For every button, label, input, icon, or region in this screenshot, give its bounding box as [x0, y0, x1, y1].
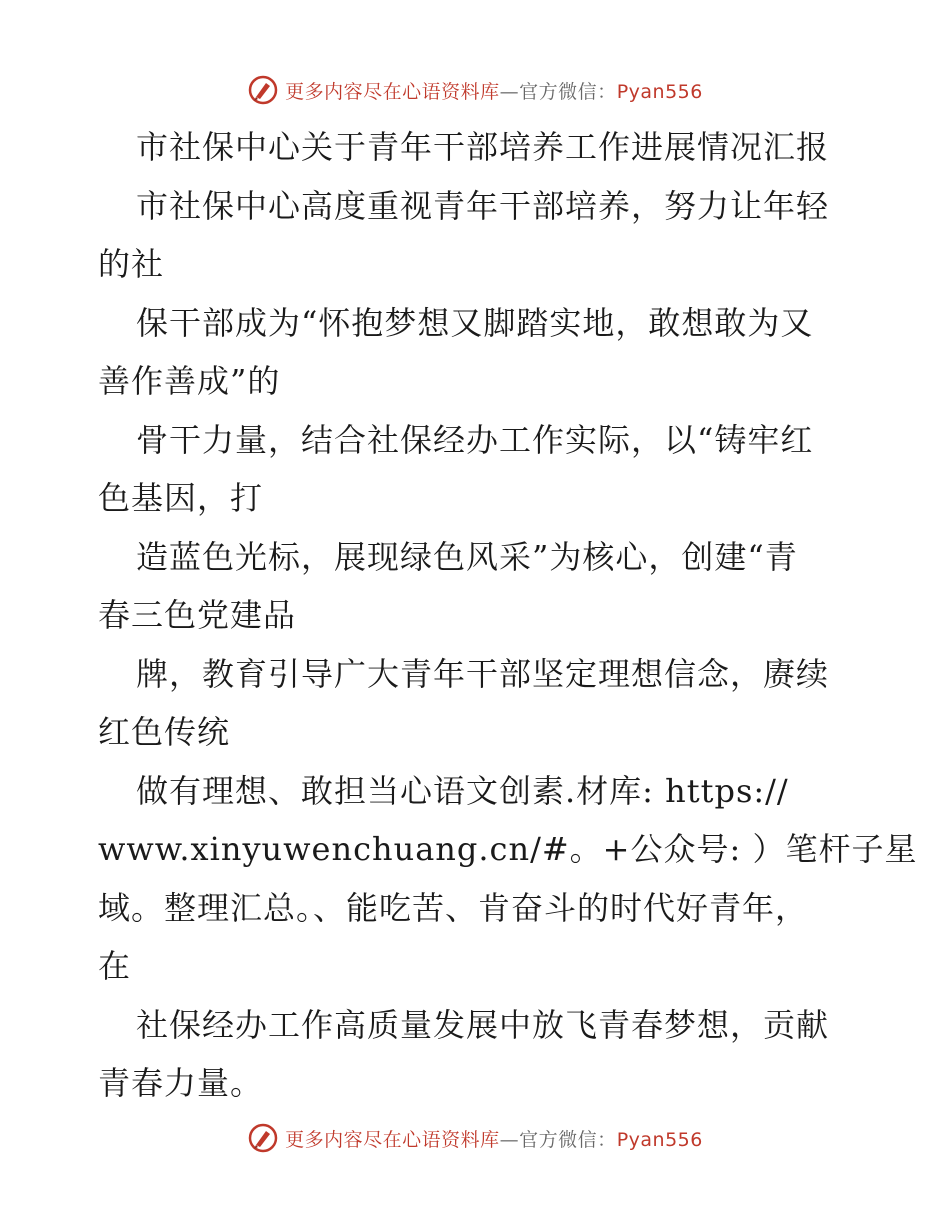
banner-text: 更多内容尽在心语资料库 — [285, 80, 500, 103]
paragraph-line-url: www.xinyuwenchuang.cn/#。+公众号: ）笔杆子星 — [98, 830, 918, 868]
paragraph-line: 在 — [98, 947, 132, 985]
document-title: 市社保中心关于青年干部培养工作进展情况汇报 — [136, 128, 830, 166]
paragraph-line: 域。整理汇总。、能吃苦、肯奋斗的时代好青年， — [98, 888, 809, 927]
paragraph-line: 色基因，打 — [98, 479, 264, 517]
paragraph-line: 红色传统 — [98, 713, 231, 751]
paragraph-line: 做有理想、敢担当心语文创素.材库: https:// — [136, 771, 789, 810]
header-banner — [0, 70, 950, 110]
banner-wechat-id: Pyan556 — [616, 1128, 703, 1151]
paragraph-line: 市社保中心高度重视青年干部培养，努力让年轻 — [136, 186, 830, 225]
footer-banner — [0, 1118, 950, 1158]
paragraph-line: 善作善成”的 — [98, 362, 281, 400]
pen-logo-icon — [247, 74, 279, 106]
banner-wechat-label: 官方微信： — [519, 80, 617, 103]
pen-logo-icon — [247, 1122, 279, 1154]
paragraph-line: 牌，教育引导广大青年干部坚定理想信念，赓续 — [136, 654, 830, 693]
paragraph-line: 社保经办工作高质量发展中放飞青春梦想，贡献 — [136, 1005, 830, 1044]
banner-separator: — — [499, 80, 520, 103]
document-body — [98, 118, 918, 1113]
paragraph-line: 造蓝色光标，展现绿色风采”为核心，创建“青 — [136, 537, 798, 576]
paragraph-line: 青春力量。 — [98, 1064, 264, 1102]
banner-wechat-id: Pyan556 — [616, 80, 703, 103]
paragraph-line: 春三色党建品 — [98, 596, 297, 634]
banner-separator: — — [499, 1128, 520, 1151]
banner-text: 更多内容尽在心语资料库 — [285, 1128, 500, 1151]
paragraph-line: 骨干力量，结合社保经办工作实际，以“铸牢红 — [136, 420, 814, 459]
banner-wechat-label: 官方微信： — [519, 1128, 617, 1151]
paragraph-line: 保干部成为“怀抱梦想又脚踏实地，敢想敢为又 — [136, 303, 814, 342]
paragraph-line: 的社 — [98, 245, 165, 283]
